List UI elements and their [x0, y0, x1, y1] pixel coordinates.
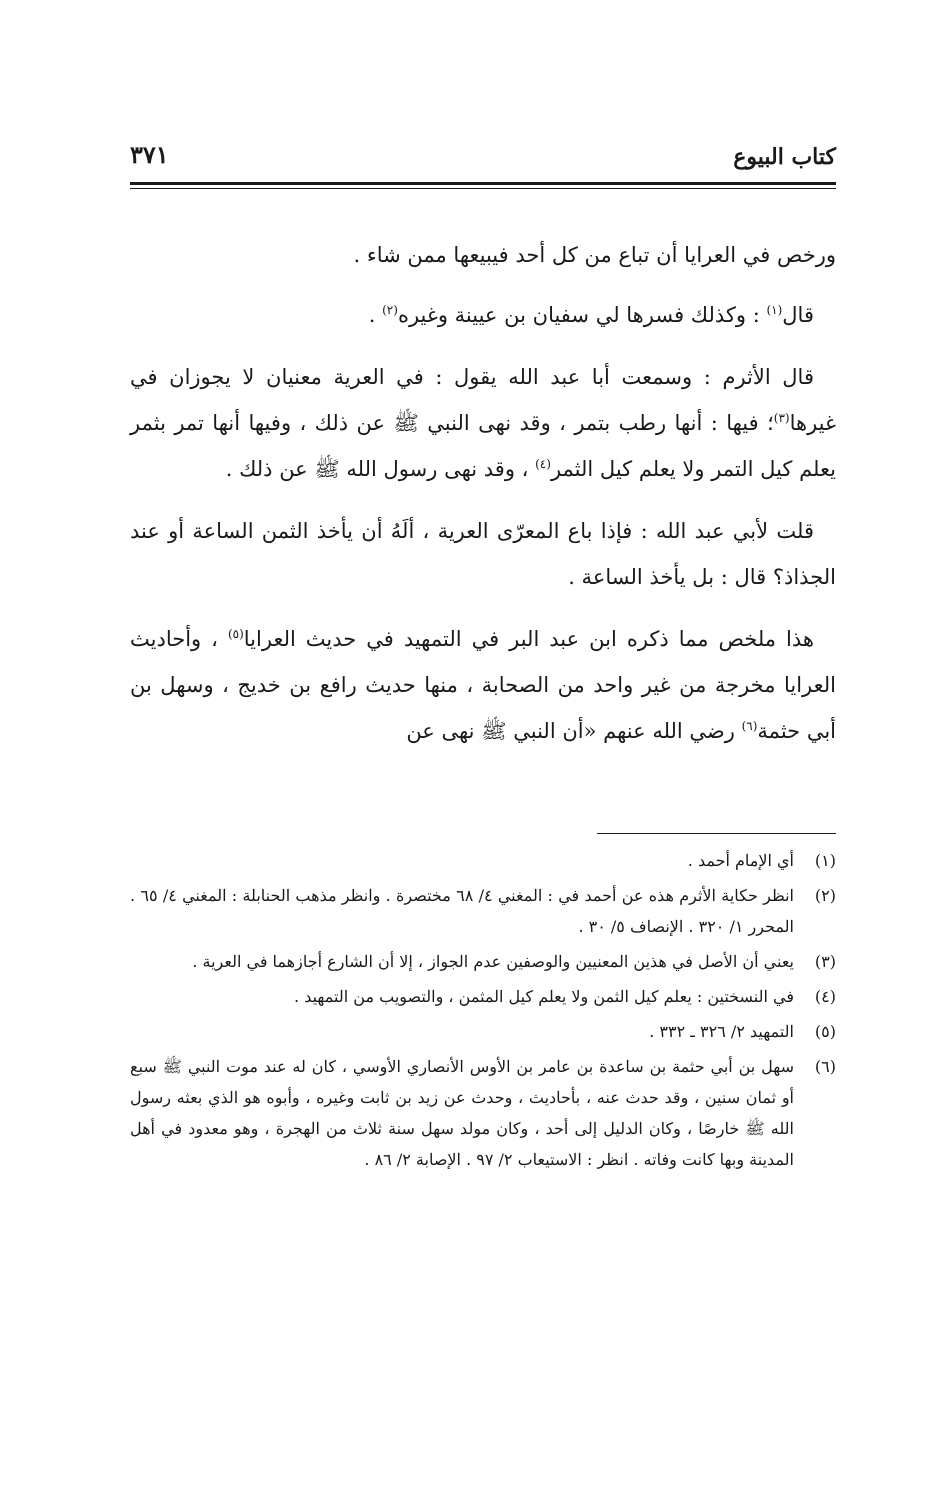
footnote-3 [130, 946, 836, 977]
page-header [130, 140, 836, 180]
footnote-4 [130, 981, 836, 1012]
footnote-text: التمهيد ٢/ ٣٢٦ ـ ٣٣٢ . [649, 1022, 794, 1041]
footnote-ref-3: (٣) [773, 411, 790, 425]
footnote-number: (٣) [814, 952, 836, 971]
paragraph-4: قلت لأبي عبد الله : فإذا باع المعرّى العرية ، ألَهُ أن يأخذ الثمن الساعة أو عند الجذاذ؟ قال : بل يأخذ الساعة . [130, 519, 836, 589]
footnote-separator [597, 833, 836, 834]
footnote-6 [130, 1051, 836, 1175]
footnote-number: (٦) [814, 1057, 836, 1076]
footnote-number: (٥) [814, 1022, 836, 1041]
running-title: كتاب البيوع [733, 144, 836, 170]
footnote-number: (٤) [814, 987, 836, 1006]
main-text [130, 232, 836, 770]
footnote-ref-6: (٦) [741, 719, 758, 733]
paragraph-1: ورخص في العرايا أن تباع من كل أحد فيبيعها ممن شاء . [353, 243, 836, 267]
footnote-text: انظر حكاية الأثرم هذه عن أحمد في : المغني ٤/ ٦٨ مختصرة . وانظر مذهب الحنابلة : المغني ٤/ ٦٥ . المحرر ١/ ٣٢٠ . الإنصاف ٥/ ٣٠ . [130, 886, 795, 936]
footnote-1 [130, 845, 836, 876]
footnote-ref-1: (١) [766, 303, 783, 317]
footnote-text: سهل بن أبي حثمة بن ساعدة بن عامر بن الأوس الأنصاري الأوسي ، كان له عند موت النبي ﷺ سبع أو ثمان سنين ، وقد حدث عنه ، بأحاديث ، وحدث عن زيد بن ثابت وغيره ، وأبوه هو الذي بعثه رسول الله ﷺ خارصًا ، وكان الدليل إلى أحد ، وكان مولد سهل سنة ثلاث من الهجرة ، وهو معدود في أهل المدينة وبها كانت وفاته . انظر : الاستيعاب ٢/ ٩٧ . الإصابة ٢/ ٨٦ . [130, 1057, 795, 1169]
footnote-5 [130, 1016, 836, 1047]
paragraph-5: هذا ملخص مما ذكره ابن عبد البر في التمهيد في حديث العرايا$^{(٥)}$ ، وأحاديث العرايا مخرجة من غير واحد من الصحابة ، منها حديث رافع بن خديج ، وسهل بن أبي حثمة$^{(٦)}$ رضي الله عنهم «أن النبي ﷺ نهى عن [130, 627, 836, 743]
page-number: ٣٧١ [130, 140, 169, 169]
footnote-ref-4: (٤) [535, 457, 551, 471]
header-rule-thick [130, 182, 836, 185]
header-rule-thin [130, 188, 836, 189]
footnote-number: (٢) [814, 886, 836, 905]
footnote-ref-2: (٢) [382, 303, 398, 317]
footnote-2 [130, 880, 836, 942]
footnote-text: يعني أن الأصل في هذين المعنيين والوصفين عدم الجواز ، إلا أن الشارع أجازهما في العرية . [192, 952, 794, 971]
footnote-ref-5: (٥) [227, 627, 244, 641]
footnote-text: أي الإمام أحمد . [687, 851, 794, 870]
footnote-text: في النسختين : يعلم كيل الثمن ولا يعلم كيل المثمن ، والتصويب من التمهيد . [294, 987, 794, 1006]
paragraph-2: قال$^{(١)}$ : وكذلك فسرها لي سفيان بن عيينة وغيره$^{(٢)}$ . [368, 303, 814, 327]
footnote-number: (١) [814, 851, 836, 870]
paragraph-3: قال الأثرم : وسمعت أبا عبد الله يقول : في العرية معنيان لا يجوزان في غيرها$^{(٣)}$؛ فيها : أنها رطب بتمر ، وقد نهى النبي ﷺ عن ذلك ، وفيها أنها تمر بثمر يعلم كيل التمر ولا يعلم كيل الثمر$^{(٤)}$ ، وقد نهى رسول الله ﷺ عن ذلك . [130, 365, 836, 481]
footnotes [130, 845, 836, 1179]
